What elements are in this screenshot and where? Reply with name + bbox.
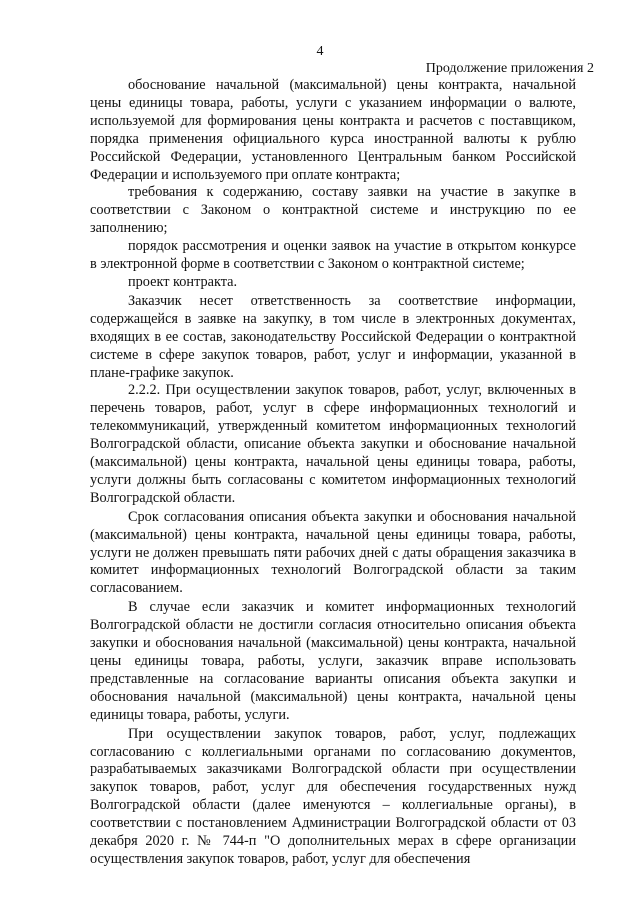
paragraph-customer-responsibility: Заказчик несет ответственность за соответствие информации, содержащейся в заявке на закупку, в том числе в электронных документах, входящих в ее состав, законодательству Российской Федерации о контрактной системе в сфере закупок товаров, работ, услуг и информации, указанной в плане-графике закупок.	[90, 292, 576, 381]
appendix-continuation-label: Продолжение приложения 2	[425, 61, 594, 76]
paragraph-price-justification: обоснование начальной (максимальной) цены контракта, начальной цены единицы товара, работы, услуги с указанием информации о валюте, используемой для формирования цены контракта и расчетов с поставщиком, порядка применения официального курса иностранной валюты к рублю Российской Федерации, установленного Центральным банком Российской Федерации и используемого при оплате контракта;	[90, 77, 576, 183]
page-number: 4	[316, 44, 324, 59]
paragraph-evaluation-procedure: порядок рассмотрения и оценки заявок на участие в открытом конкурсе в электронной форме в соответствии с Законом о контрактной системе;	[90, 238, 576, 273]
paragraph-collegial-bodies: При осуществлении закупок товаров, работ, услуг, подлежащих согласованию с коллегиальными органами по согласованию документов, разрабатываемых заказчиками Волгоградской области при осуществлении закупок товаров, работ, услуг для обеспечения государственных нужд Волгоградской области (далее именуются – коллегиальные органы), в соответствии с постановлением Администрации Волгоградской области от 03 декабря 2020 г. № 744-п "О дополнительных мерах в сфере организации осуществления закупок товаров, работ, услуг для обеспечения	[90, 725, 576, 867]
paragraph-disagreement: В случае если заказчик и комитет информационных технологий Волгоградской области не достигли согласия относительно описания объекта закупки и обоснования начальной (максимальной) цены контракта, начальной цены единицы товара, работы, услуги, заказчик вправе использовать представленные на согласование варианты описания объекта закупки и обоснования начальной (максимальной) цены контракта, начальной цены единицы товара, работы, услуги.	[90, 599, 576, 723]
paragraph-approval-deadline: Срок согласования описания объекта закупки и обоснования начальной (максимальной) цены контракта, начальной цены единицы товара, работы, услуги не должен превышать пяти рабочих дней с даты обращения заказчика в комитет информационных технологий Волгоградской области за таким согласованием.	[90, 508, 576, 597]
paragraph-contract-draft: проект контракта.	[128, 273, 238, 290]
paragraph-application-requirements: требования к содержанию, составу заявки на участие в закупке в соответствии с Законом о контрактной системе и инструкцию по ее заполнению;	[90, 184, 576, 237]
document-body	[90, 77, 576, 869]
paragraph-2-2-2: 2.2.2. При осуществлении закупок товаров, работ, услуг, включенных в перечень товаров, работ, услуг в сфере информационных технологий и телекоммуникаций, утвержденный комитетом информационных технологий Волгоградской области, описание объекта закупки и обоснование начальной (максимальной) цены контракта, начальной цены единицы товара, работы, услуги должны быть согласованы с комитетом информационных технологий Волгоградской области.	[90, 382, 576, 506]
